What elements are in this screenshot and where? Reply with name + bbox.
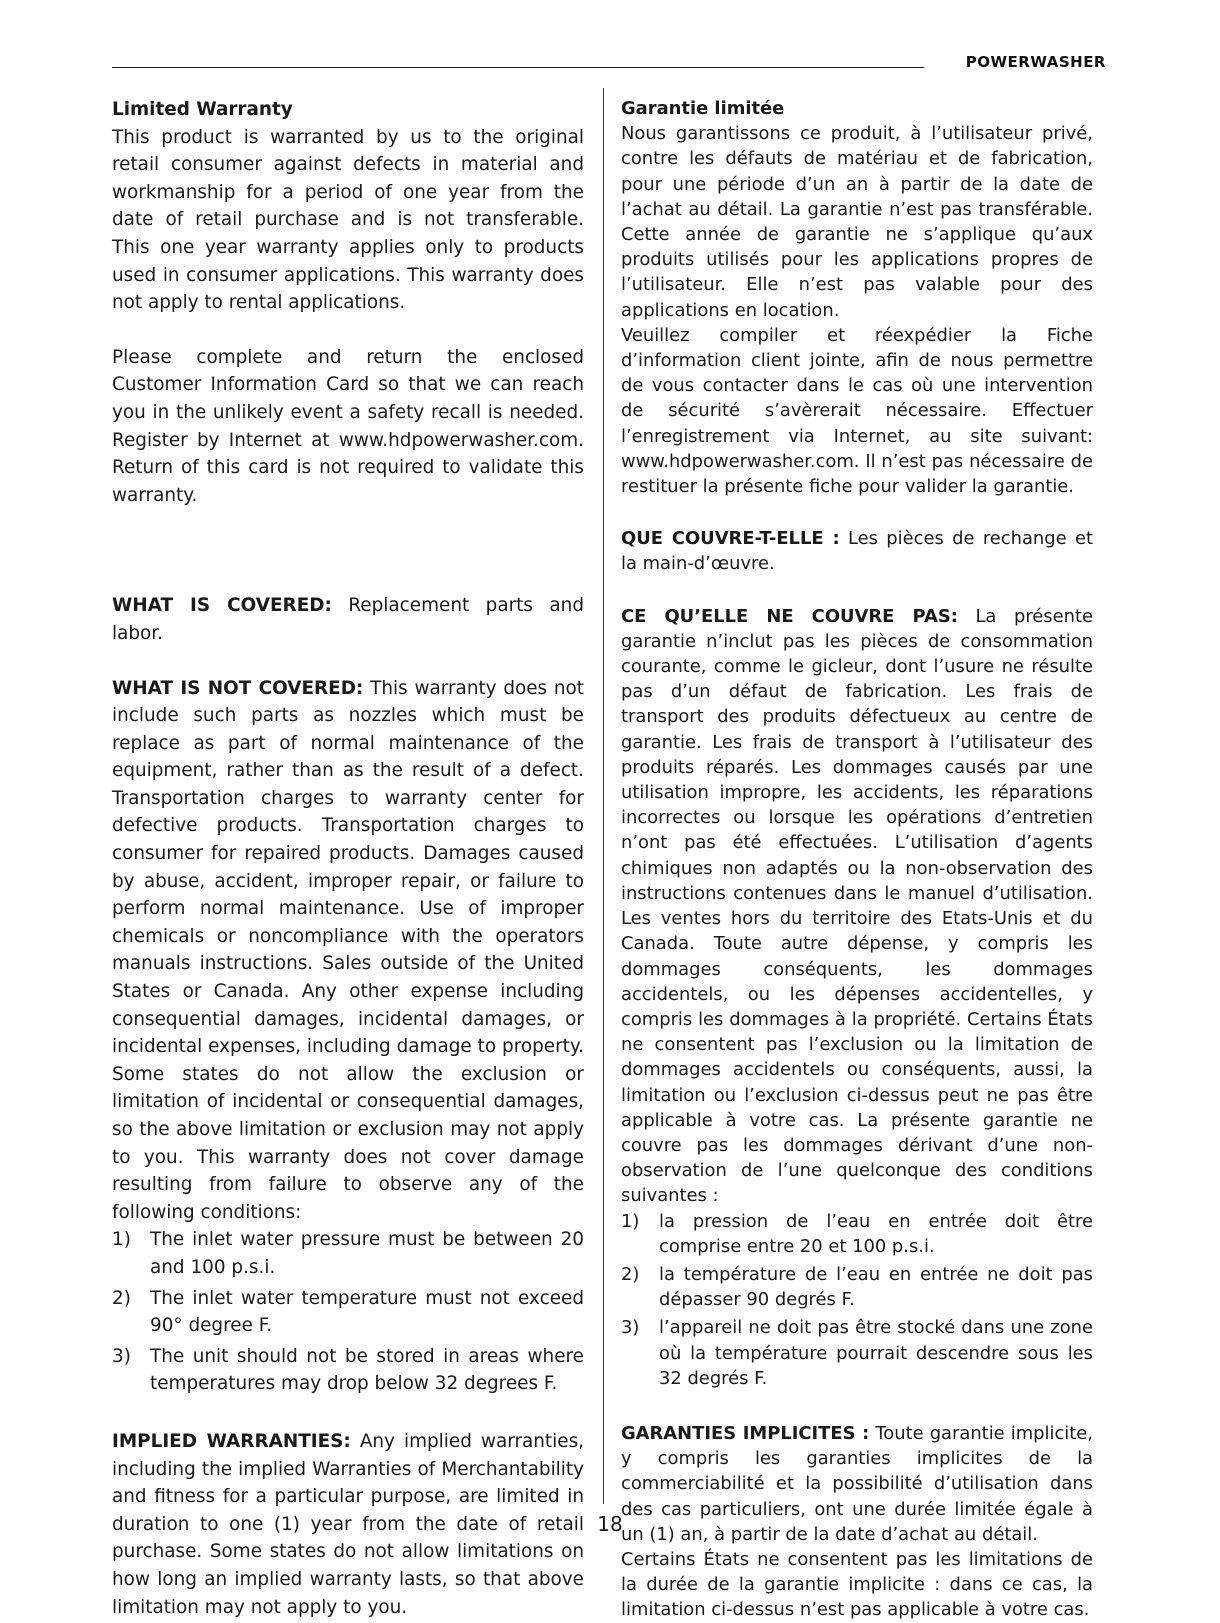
list-item-number: 1) xyxy=(621,1210,640,1232)
english-implied-label: IMPLIED WARRANTIES: xyxy=(112,1430,351,1452)
english-not-covered-text: This warranty does not include such parts as nozzles which must be replace as part of normal maintenance of the equipment, rather than as the result of a defect. Transportation charges to warranty center for defective products. Transportation charges to consumer for repaired products. Damages caused by abuse, accident, improper repair, or failure to perform normal maintenance. Use of improper chemicals or noncompliance with the operators manuals instructions. Sales outside of the United States or Canada. Any other expense including consequential damages, incidental damages, or incidental expenses, including damage to property. Some states do not allow the exclusion or limitation of incidental or consequential damages, so the above limitation or exclusion may not apply to you. This warranty does not cover damage resulting from failure to observe any of the following conditions: xyxy=(112,677,584,1223)
french-implied-2: Certains États ne consentent pas les limitations de la durée de la garantie implicite : dans ce cas, la limitation ci-dessus n’est pas applicable à votre cas. xyxy=(621,1548,1093,1621)
list-item xyxy=(621,1209,1093,1259)
list-item-text: The inlet water pressure must be between 20 and 100 p.s.i. xyxy=(150,1229,584,1278)
list-item-text: la température de l’eau en entrée ne doit pas dépasser 90 degrés F. xyxy=(659,1263,1093,1311)
french-not-covered-text: La présente garantie n’inclut pas les pièces de consommation courante, comme le gicleur, dont l’usure ne résulte pas d’un défaut de fabrication. Les frais de transport des produits défectueux au centre de garantie. Les frais de transport à l’utilisateur des produits réparés. Les dommages causés par une utilisation impropre, les accidents, les réparations incorrectes ou lorsque les opérations d’entretien n’ont pas été effectuées. L’utilisation d’agents chimiques non adaptés ou la non-observation des instructions contenues dans le manuel d’utilisation. Les ventes hors du territoire des Etats-Unis et du Canada. Toute autre dépense, y compris les dommages conséquents, les dommages accidentels, ou les dépenses accidentelles, y compris les dommages à la propriété. Certains États ne consentent pas l’exclusion ou la limitation de dommages accidentels ou conséquents, aussi, la limitation ou l’exclusion ci-dessus peut ne pas être applicable à votre cas. La présente garantie ne couvre pas les dommages dérivant d’une non-observation de l’une quelconque des conditions suivantes : xyxy=(621,605,1093,1207)
list-item xyxy=(112,1226,584,1281)
list-item-number: 1) xyxy=(112,1229,131,1251)
brand-title: POWERWASHER xyxy=(965,53,1106,71)
french-column xyxy=(621,96,1093,1623)
list-item-number: 2) xyxy=(112,1287,131,1309)
french-covered xyxy=(621,526,1093,576)
english-conditions xyxy=(112,1226,584,1398)
column-divider xyxy=(603,88,604,1504)
english-intro: This product is warranted by us to the original retail consumer against defects in material and workmanship for a period of one year from the date of retail purchase and is not transferable. This one year warranty applies only to products used in consumer applications. This warranty does not apply to rental applications. xyxy=(112,126,584,314)
french-covered-text: Les pièces de rechange et la main-d’œuvre. xyxy=(621,528,1093,575)
list-item-number: 3) xyxy=(621,1317,640,1339)
list-item-text: la pression de l’eau en entrée doit être comprise entre 20 et 100 p.s.i. xyxy=(659,1210,1093,1257)
list-item-number: 2) xyxy=(621,1263,640,1285)
english-not-covered-label: WHAT IS NOT COVERED: xyxy=(112,677,364,699)
english-register: Please complete and return the enclosed Customer Information Card so that we can reach you in the unlikely event a safety recall is needed. Register by Internet at www.hdpowerwasher.com. Return of this card is not required to validate this warranty. xyxy=(112,346,584,506)
list-item-number: 3) xyxy=(112,1345,131,1367)
french-not-covered-label: CE QU’ELLE NE COUVRE PAS: xyxy=(621,605,958,627)
english-covered xyxy=(112,592,584,647)
french-implied-text: Toute garantie implicite, y compris les garanties implicites de la commerciabilité et la possibilité d’utilisation dans des cas particuliers, ont une durée limitée égale à un (1) an, à partir de la date d’achat au détail. xyxy=(621,1422,1093,1545)
list-item xyxy=(112,1343,584,1398)
list-item-text: l’appareil ne doit pas être stocké dans une zone où la température pourrait descendre sous les 32 degrés F. xyxy=(659,1317,1093,1389)
english-covered-text: Replacement parts and labor. xyxy=(112,595,584,644)
french-implied-label: GARANTIES IMPLICITES : xyxy=(621,1422,870,1444)
page-number: 18 xyxy=(597,1512,623,1536)
french-register: Veuillez compiler et réexpédier la Fiche d’information client jointe, afin de nous permettre de vous contacter dans le cas où une intervention de sécurité s’avèrerait nécessaire. Effectuer l’enregistrement via Internet, au site suivant: www.hdpowerwasher.com. Il n’est pas nécessaire de restituer la présente fiche pour valider la garantie. xyxy=(621,324,1093,498)
french-intro: Nous garantissons ce produit, à l’utilisateur privé, contre les défauts de matériau et de fabrication, pour une période d’un an à partir de la date de l’achat au détail. La garantie n’est pas transférable. Cette année de garantie ne s’applique qu’aux produits utilisés pour les applications propres de l’utilisateur. Elle n’est pas valable pour des applications en location. xyxy=(621,123,1093,321)
list-item xyxy=(621,1315,1093,1391)
french-conditions xyxy=(621,1209,1093,1391)
list-item-text: The inlet water temperature must not exceed 90° degree F. xyxy=(150,1287,584,1337)
english-implied-text: Any implied warranties, including the implied Warranties of Merchantability and fitness for a particular purpose, are limited in duration to one (1) year from the date of retail purchase. Some states do not allow limitations on how long an implied warranty lasts, so that above limitation may not apply to you. xyxy=(112,1430,584,1618)
french-not-covered xyxy=(621,604,1093,1209)
french-covered-label: QUE COUVRE-T-ELLE : xyxy=(621,528,840,550)
french-title: Garantie limitée xyxy=(621,98,785,119)
list-item xyxy=(112,1285,584,1340)
english-title: Limited Warranty xyxy=(112,99,293,120)
list-item xyxy=(621,1262,1093,1312)
list-item-text: The unit should not be stored in areas where temperatures may drop below 32 degrees F. xyxy=(150,1345,584,1395)
english-covered-label: WHAT IS COVERED: xyxy=(112,595,332,617)
header-rule xyxy=(112,67,924,68)
english-not-covered xyxy=(112,675,584,1227)
english-column xyxy=(112,96,584,1621)
